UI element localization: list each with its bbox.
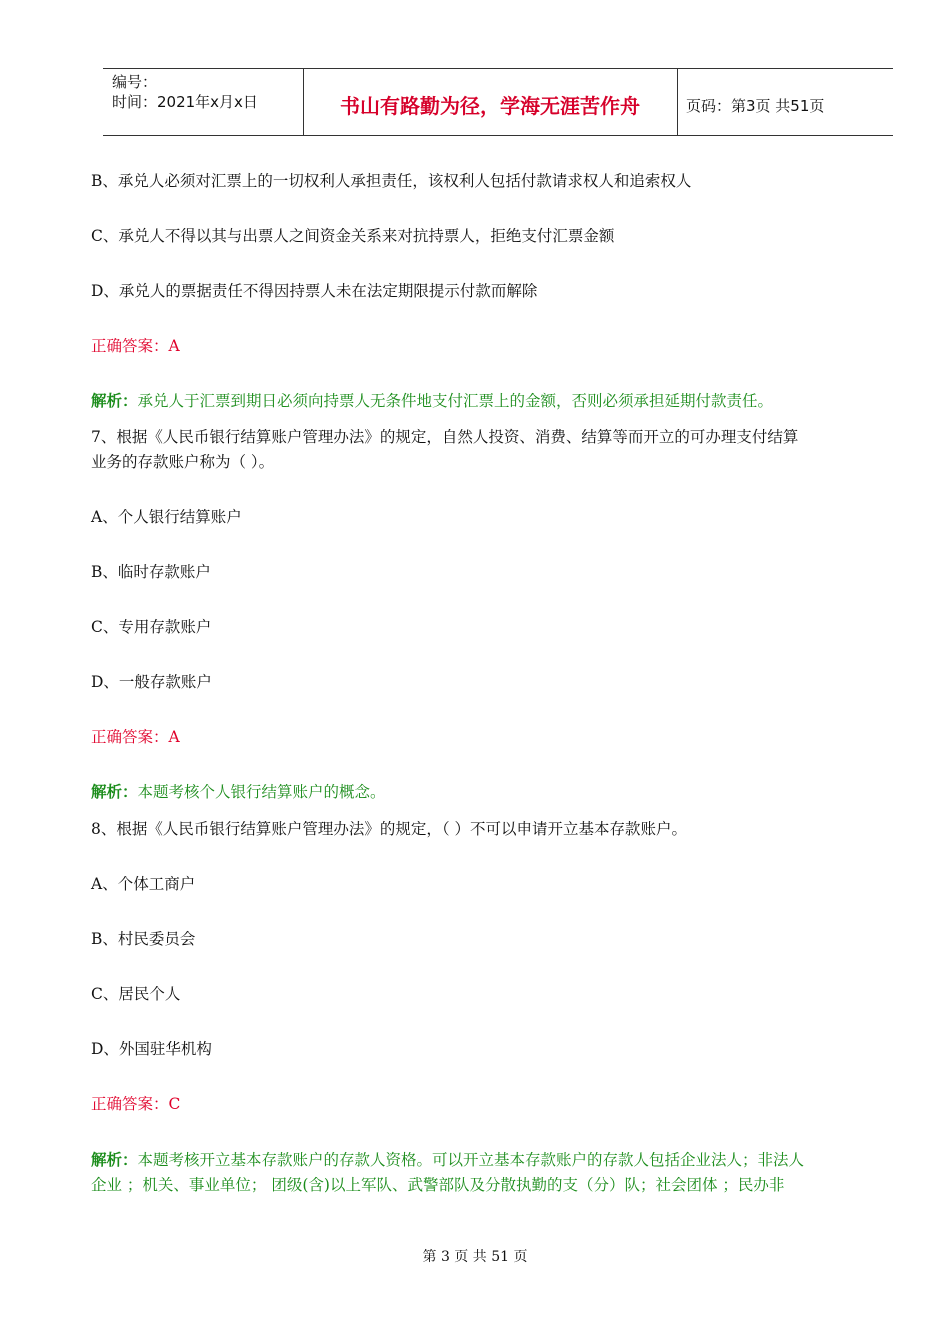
analysis-label: 解析：	[91, 391, 138, 410]
header-top-rule	[103, 68, 893, 69]
q6-answer: 正确答案：A	[91, 337, 180, 355]
q6-option-d: D、承兑人的票据责任不得因持票人未在法定期限提示付款而解除	[91, 282, 538, 300]
header-meta	[112, 72, 258, 112]
time-label: 时间：2021年x月x日	[112, 93, 258, 111]
q7-analysis	[91, 781, 386, 803]
q6-option-b: B、承兑人必须对汇票上的一切权利人承担责任，该权利人包括付款请求权人和追索权人	[91, 172, 692, 190]
header-bottom-rule	[103, 135, 893, 136]
q7-option-d: D、一般存款账户	[91, 673, 212, 691]
q7-stem-line2: 业务的存款账户称为（ ）。	[91, 453, 275, 471]
q6-analysis	[91, 390, 773, 412]
q7-option-c: C、专用存款账户	[91, 618, 212, 636]
q6-option-c: C、承兑人不得以其与出票人之间资金关系来对抗持票人，拒绝支付汇票金额	[91, 227, 615, 245]
analysis-label: 解析：	[91, 782, 138, 801]
analysis-text: 本题考核个人银行结算账户的概念。	[137, 783, 386, 801]
q8-option-d: D、外国驻华机构	[91, 1040, 212, 1058]
q7-option-a: A、个人银行结算账户	[91, 508, 242, 526]
header-motto: 书山有路勤为径，学海无涯苦作舟	[340, 94, 640, 118]
q8-analysis-line1	[91, 1149, 804, 1171]
q8-option-a: A、个体工商户	[91, 875, 196, 893]
q7-option-b: B、临时存款账户	[91, 563, 211, 581]
header-page-info: 页码：第3页 共51页	[686, 97, 825, 115]
page-footer: 第 3 页 共 51 页	[422, 1249, 528, 1265]
q8-option-b: B、村民委员会	[91, 930, 196, 948]
q8-option-c: C、居民个人	[91, 985, 181, 1003]
q7-answer: 正确答案：A	[91, 728, 180, 746]
header-divider-right	[677, 68, 678, 135]
q8-stem: 8、根据《人民币银行结算账户管理办法》的规定，（ ）不可以申请开立基本存款账户。	[91, 820, 688, 838]
serial-label: 编号：	[112, 73, 158, 91]
analysis-text: 承兑人于汇票到期日必须向持票人无条件地支付汇票上的金额，否则必须承担延期付款责任。	[137, 392, 774, 410]
q8-answer: 正确答案：C	[91, 1095, 181, 1113]
analysis-label: 解析：	[91, 1150, 138, 1169]
analysis-text: 本题考核开立基本存款账户的存款人资格。可以开立基本存款账户的存款人包括企业法人；非法人	[137, 1151, 805, 1169]
q8-analysis-line2: 企业 ；机关、事业单位； 团级(含)以上军队、武警部队及分散执勤的支（分）队；社会团体 ；民办非	[91, 1176, 785, 1194]
q7-stem-line1: 7、根据《人民币银行结算账户管理办法》的规定，自然人投资、消费、结算等而开立的可办理支付结算	[91, 428, 799, 446]
